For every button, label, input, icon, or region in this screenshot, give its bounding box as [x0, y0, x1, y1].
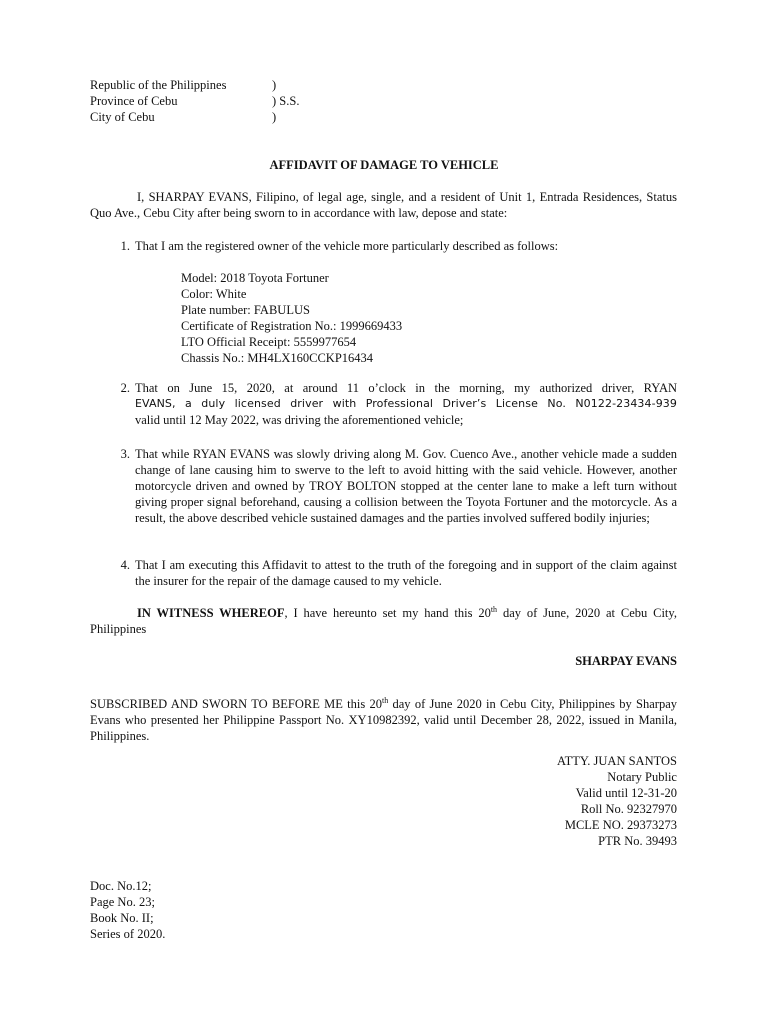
item-text: That while RYAN EVANS was slowly driving along M. Gov. Cuenco Ave., another vehicle made a sudden change of lane causing him to swerve to the left to avoid hitting with the said vehicle. However, another motorcycle driven and owned by TROY BOLTON stopped at the center lane to make a left turn without giving proper signal beforehand, causing a collision between the Toyota Fortuner and the motorcycle. As a result, the above described vehicle sustained damages and the parties involved suffered bodily injuries; — [135, 447, 677, 525]
notary-validity: Valid until 12-31-20 — [575, 786, 677, 800]
notary-title: Notary Public — [607, 770, 677, 784]
witness-text: day of June, 2020 at Cebu City, Philippines — [90, 606, 677, 636]
item-number: 3. — [120, 447, 130, 461]
vehicle-plate: Plate number: FABULUS — [181, 303, 310, 317]
vehicle-registration: Certificate of Registration No.: 1999669433 — [181, 319, 403, 333]
venue-row — [90, 93, 299, 109]
page-number: Page No. 23; — [90, 895, 155, 909]
venue-bracket: ) — [272, 110, 277, 124]
notarial-register-info — [90, 878, 165, 942]
venue-row — [90, 109, 299, 125]
venue-city: City of Cebu — [90, 110, 155, 124]
document-title: AFFIDAVIT OF DAMAGE TO VEHICLE — [269, 158, 499, 172]
vehicle-official-receipt: LTO Official Receipt: 5559977654 — [181, 335, 357, 349]
jurat-text: SUBSCRIBED AND SWORN TO BEFORE ME this 20 — [90, 697, 382, 711]
notary-mcle-number: MCLE NO. 29373273 — [564, 818, 677, 832]
venue-republic: Republic of the Philippines — [90, 78, 227, 92]
item-line: EVANS, a duly licensed driver with Professional Driver’s License No. N0122-23434-939 — [135, 397, 677, 410]
venue-bracket: ) — [272, 78, 277, 92]
item-number: 1. — [120, 239, 130, 253]
venue-row — [90, 77, 299, 93]
item-text: That I am the registered owner of the vehicle more particularly described as follows: — [135, 239, 559, 253]
vehicle-color: Color: White — [181, 287, 247, 301]
venue-province: Province of Cebu — [90, 94, 178, 108]
list-item-1 — [120, 238, 677, 254]
affiant-signature-name: SHARPAY EVANS — [575, 654, 677, 668]
list-item-2 — [120, 380, 677, 428]
venue-ss: ) S.S. — [272, 94, 300, 108]
notary-block — [400, 753, 677, 849]
jurat-paragraph — [90, 696, 677, 744]
notary-name: ATTY. JUAN SANTOS — [556, 754, 677, 768]
doc-number: Doc. No.12; — [90, 879, 152, 893]
item-number: 2. — [120, 381, 130, 395]
jurat-text: day of June 2020 in Cebu City, Philippines by Sharpay Evans who presented her Philippine Passport No. XY10982392, valid until December 28, 2022, issued in Manila, Philippines. — [90, 697, 677, 743]
item-text — [135, 380, 677, 428]
item-line: That on June 15, 2020, at around 11 o’clock in the morning, my authorized driver, RYAN — [135, 381, 677, 395]
item-number: 4. — [120, 558, 130, 572]
list-item-4 — [120, 557, 677, 589]
notary-ptr-number: PTR No. 39493 — [598, 834, 677, 848]
witness-heading: IN WITNESS WHEREOF — [137, 606, 285, 620]
witness-paragraph — [90, 605, 677, 637]
venue-block — [90, 77, 299, 125]
witness-text: , I have hereunto set my hand this 20 — [284, 606, 491, 620]
item-line: valid until 12 May 2022, was driving the aforementioned vehicle; — [135, 413, 464, 427]
item-text: That I am executing this Affidavit to attest to the truth of the foregoing and in support of the claim against the insurer for the repair of the damage caused to my vehicle. — [135, 558, 677, 588]
ordinal-suffix: th — [382, 696, 389, 705]
notary-roll-number: Roll No. 92327970 — [580, 802, 677, 816]
intro-paragraph: I, SHARPAY EVANS, Filipino, of legal age, single, and a resident of Unit 1, Entrada Residences, Status Quo Ave., Cebu City after being sworn to in accordance with law, depose and state: — [90, 190, 677, 220]
vehicle-details — [181, 270, 402, 366]
book-number: Book No. II; — [90, 911, 154, 925]
ordinal-suffix: th — [490, 605, 498, 614]
vehicle-model: Model: 2018 Toyota Fortuner — [181, 271, 329, 285]
list-item-3 — [120, 446, 677, 526]
series-year: Series of 2020. — [90, 927, 166, 941]
vehicle-chassis: Chassis No.: MH4LX160CCKP16434 — [181, 351, 374, 365]
